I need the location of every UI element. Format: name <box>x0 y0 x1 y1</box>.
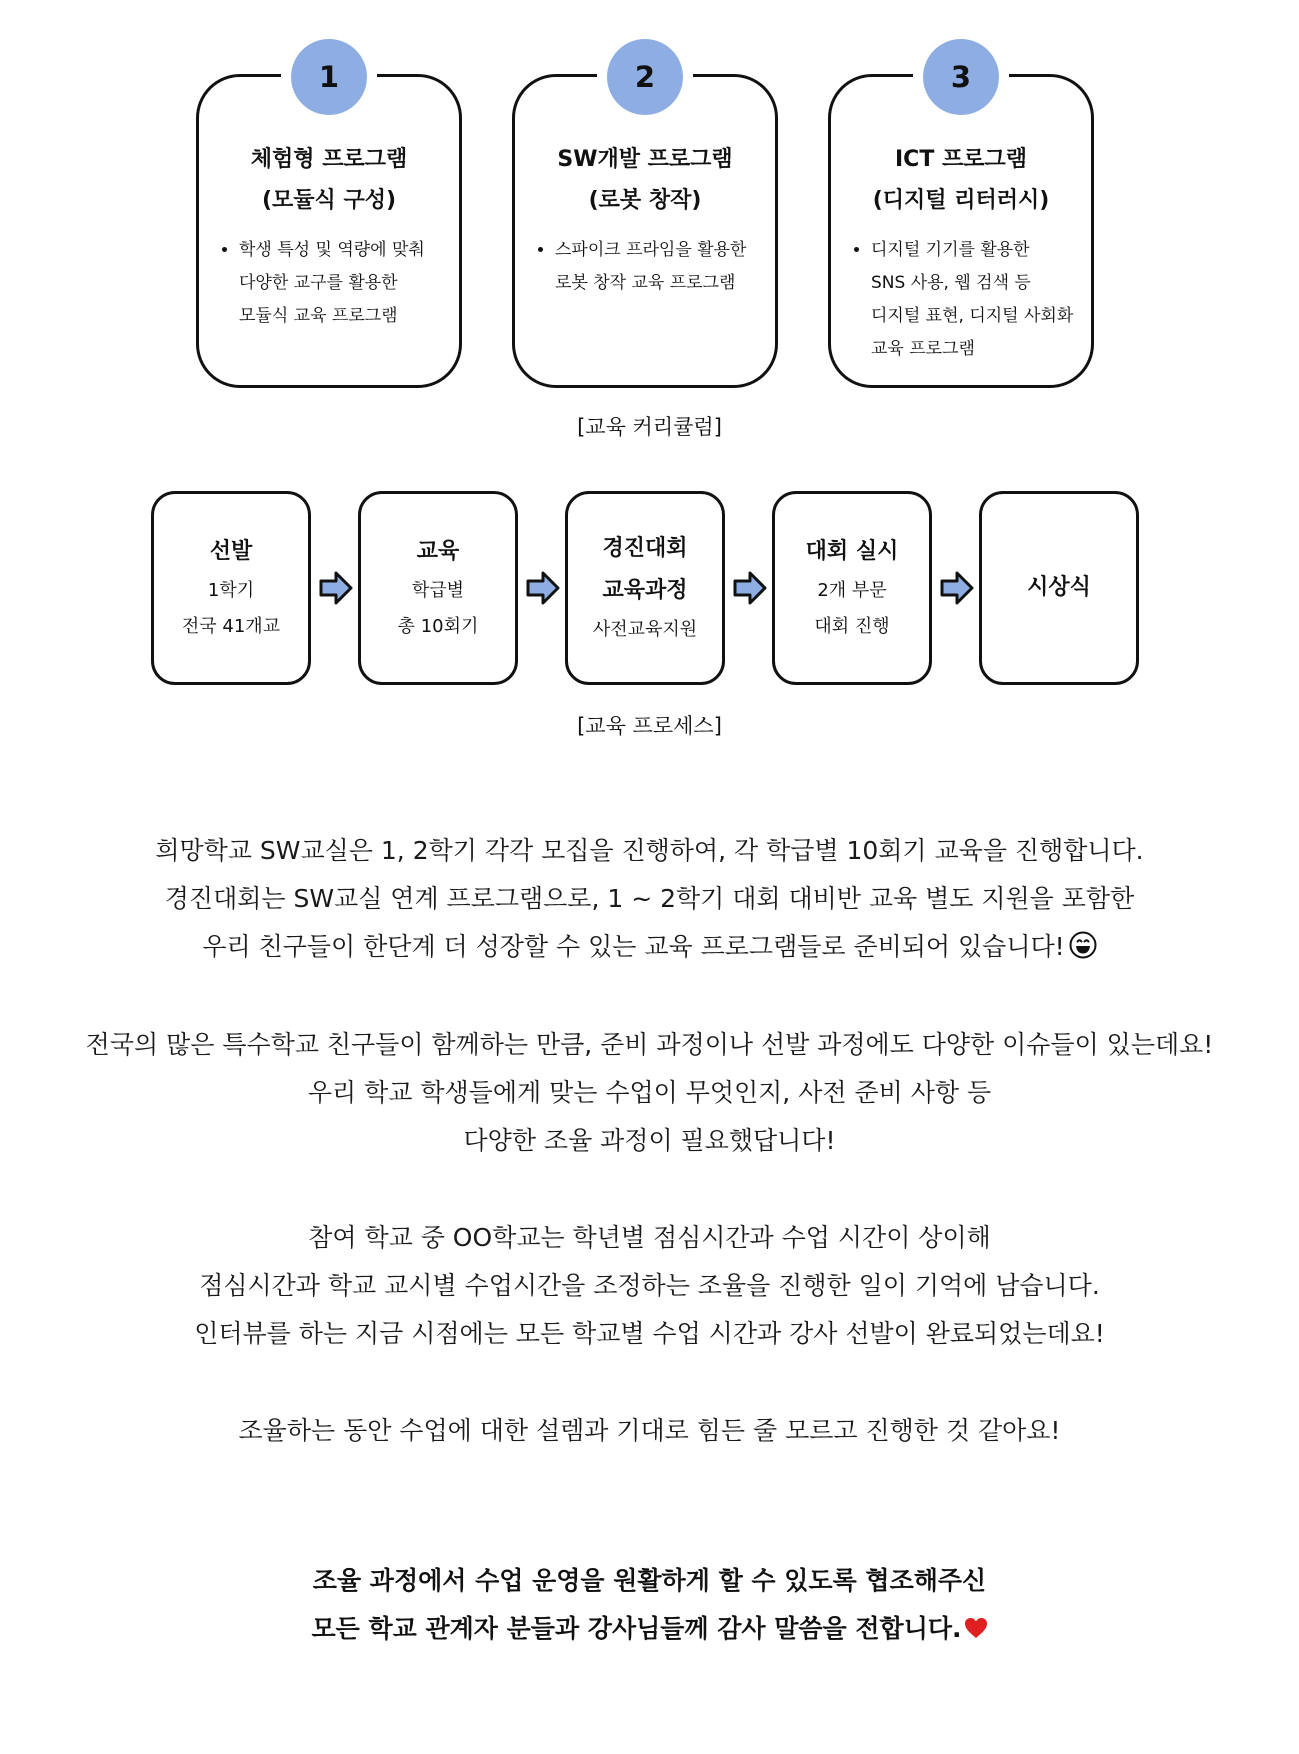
text-line: 인터뷰를 하는 지금 시점에는 모든 학교별 수업 시간과 강사 선발이 완료되었는데요! <box>194 1319 1105 1348</box>
text-line: 조율하는 동안 수업에 대한 설렘과 기대로 힘든 줄 모르고 진행한 것 같아요! <box>238 1416 1061 1445</box>
right-arrow-icon <box>525 570 561 606</box>
process-step-detail: 1학기 전국 41개교 <box>181 580 281 637</box>
text-line: 다양한 조율 과정이 필요했답니다! <box>463 1126 836 1155</box>
curriculum-card-1 <box>196 60 462 388</box>
text-line: 우리 학교 학생들에게 맞는 수업이 무엇인지, 사전 준비 사항 등 <box>307 1078 992 1107</box>
card-number: 3 <box>923 39 999 115</box>
card-bullet: • 디지털 기기를 활용한 SNS 사용, 웹 검색 등 디지털 표현, 디지털 사회화 교육 프로그램 <box>871 234 1087 366</box>
text-line: 희망학교 SW교실은 1, 2학기 각각 모집을 진행하여, 각 학급별 10회기 교육을 진행합니다. <box>155 836 1144 865</box>
process-caption: [교육 프로세스] <box>577 714 722 738</box>
card-title: 체험형 프로그램 (모듈식 구성) <box>250 147 408 213</box>
card-title: ICT 프로그램 (디지털 리터러시) <box>872 147 1050 213</box>
text-line: 참여 학교 중 OO학교는 학년별 점심시간과 수업 시간이 상이해 <box>308 1223 991 1252</box>
text-line-with-emoji <box>0 923 1299 971</box>
grinning-face-icon <box>1069 931 1097 959</box>
text-line: 점심시간과 학교 교시별 수업시간을 조정하는 조율을 진행한 일이 기억에 남습니다. <box>199 1271 1100 1300</box>
card-number-badge <box>913 39 1009 115</box>
text-line: 경진대회는 SW교실 연계 프로그램으로, 1 ~ 2학기 대회 대비반 교육 별도 지원을 포함한 <box>164 884 1135 913</box>
text-line-with-heart <box>0 1605 1299 1653</box>
heart-icon <box>964 1617 988 1639</box>
card-number: 2 <box>607 39 683 115</box>
card-number-badge <box>597 39 693 115</box>
process-step-detail: 사전교육지원 <box>592 619 698 640</box>
card-bullet: • 스파이크 프라임을 활용한 로봇 창작 교육 프로그램 <box>555 234 771 300</box>
process-step-3 <box>565 491 725 685</box>
closing-paragraph <box>0 1557 1299 1653</box>
selection-paragraph <box>0 1021 1299 1165</box>
card-title: SW개발 프로그램 (로봇 창작) <box>557 147 733 213</box>
curriculum-card-2 <box>512 60 778 388</box>
process-step-2 <box>358 491 518 685</box>
card-bullet-list <box>845 234 1087 366</box>
right-arrow-icon <box>732 570 768 606</box>
card-bullet-list <box>213 234 455 333</box>
process-step-title: 경진대회 교육과정 <box>602 536 688 603</box>
intro-paragraph <box>0 827 1299 971</box>
text-line: 전국의 많은 특수학교 친구들이 함께하는 만큼, 준비 과정이나 선발 과정에도 다양한 이슈들이 있는데요! <box>85 1030 1214 1059</box>
process-step-detail: 2개 부문 대회 진행 <box>814 580 890 637</box>
feeling-paragraph <box>0 1407 1299 1455</box>
process-step-detail: 학급별 총 10회기 <box>397 580 479 637</box>
card-number-badge <box>281 39 377 115</box>
card-number: 1 <box>291 39 367 115</box>
process-step-title: 교육 <box>416 539 460 564</box>
text-line: 모든 학교 관계자 분들과 강사님들께 감사 말씀을 전합니다. <box>311 1614 962 1643</box>
card-bullet: • 학생 특성 및 역량에 맞춰 다양한 교구를 활용한 모듈식 교육 프로그램 <box>239 234 455 333</box>
card-bullet-list <box>529 234 771 300</box>
process-step-1 <box>151 491 311 685</box>
process-step-title: 시상식 <box>1027 575 1091 600</box>
curriculum-card-3 <box>828 60 1094 388</box>
right-arrow-icon <box>939 570 975 606</box>
process-step-4 <box>772 491 932 685</box>
text-line: 우리 친구들이 한단계 더 성장할 수 있는 교육 프로그램들로 준비되어 있습니다! <box>202 932 1065 961</box>
schedule-paragraph <box>0 1214 1299 1358</box>
process-step-title: 선발 <box>209 539 253 564</box>
curriculum-caption: [교육 커리큘럼] <box>577 415 722 439</box>
process-step-title: 대회 실시 <box>805 539 899 564</box>
text-line: 조율 과정에서 수업 운영을 원활하게 할 수 있도록 협조해주신 <box>312 1566 987 1595</box>
right-arrow-icon <box>318 570 354 606</box>
process-step-5 <box>979 491 1139 685</box>
